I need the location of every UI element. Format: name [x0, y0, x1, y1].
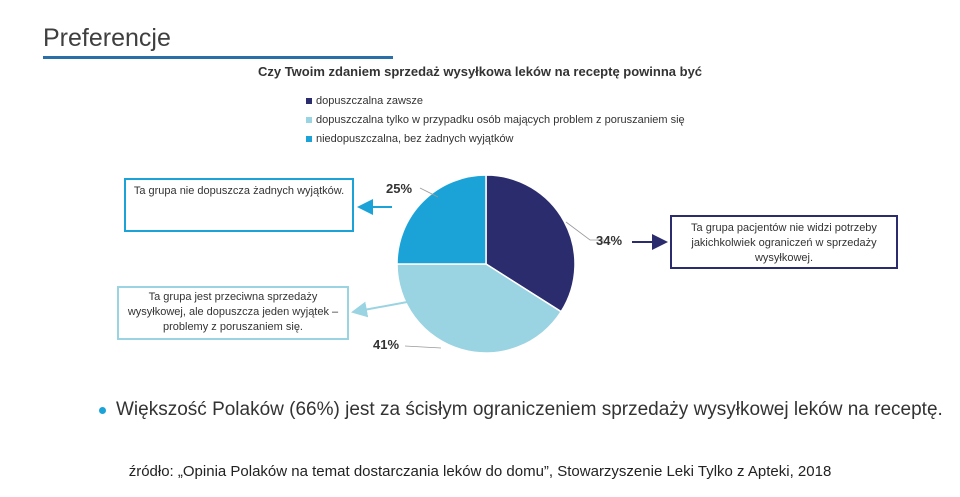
legend-label: dopuszczalna tylko w przypadku osób mających problem z poruszaniem się	[316, 113, 685, 126]
page-title: Preferencje	[43, 24, 171, 52]
leader-line-41	[405, 346, 441, 348]
chart-title: Czy Twoim zdaniem sprzedaż wysyłkowa leków na receptę powinna być	[257, 64, 703, 79]
callout-never: Ta grupa nie dopuszcza żadnych wyjątków.	[124, 178, 354, 232]
callout-always: Ta grupa pacjentów nie widzi potrzeby jakichkolwiek ograniczeń w sprzedaży wysyłkowej.	[670, 215, 898, 269]
legend-label: dopuszczalna zawsze	[316, 94, 424, 107]
summary-text: Większość Polaków (66%) jest za ścisłym ograniczeniem sprzedaży wysyłkowej leków na receptę.	[116, 399, 943, 420]
pie-slices	[397, 175, 575, 353]
summary-statement	[99, 399, 943, 421]
source-note: źródło: „Opinia Polaków na temat dostarczania leków do domu”, Stowarzyszenie Leki Tylko z Apteki, 2018	[128, 463, 832, 480]
data-label-25: 25%	[386, 181, 413, 196]
bullet-icon	[99, 407, 106, 414]
callout-mobility-exception: Ta grupa jest przeciwna sprzedaży wysyłkowej, ale dopuszcza jeden wyjątek – problemy z poruszaniem się.	[117, 286, 349, 340]
data-label-34: 34%	[596, 233, 623, 248]
legend-label: niedopuszczalna, bez żadnych wyjątków	[316, 132, 514, 145]
data-label-41: 41%	[373, 337, 400, 352]
